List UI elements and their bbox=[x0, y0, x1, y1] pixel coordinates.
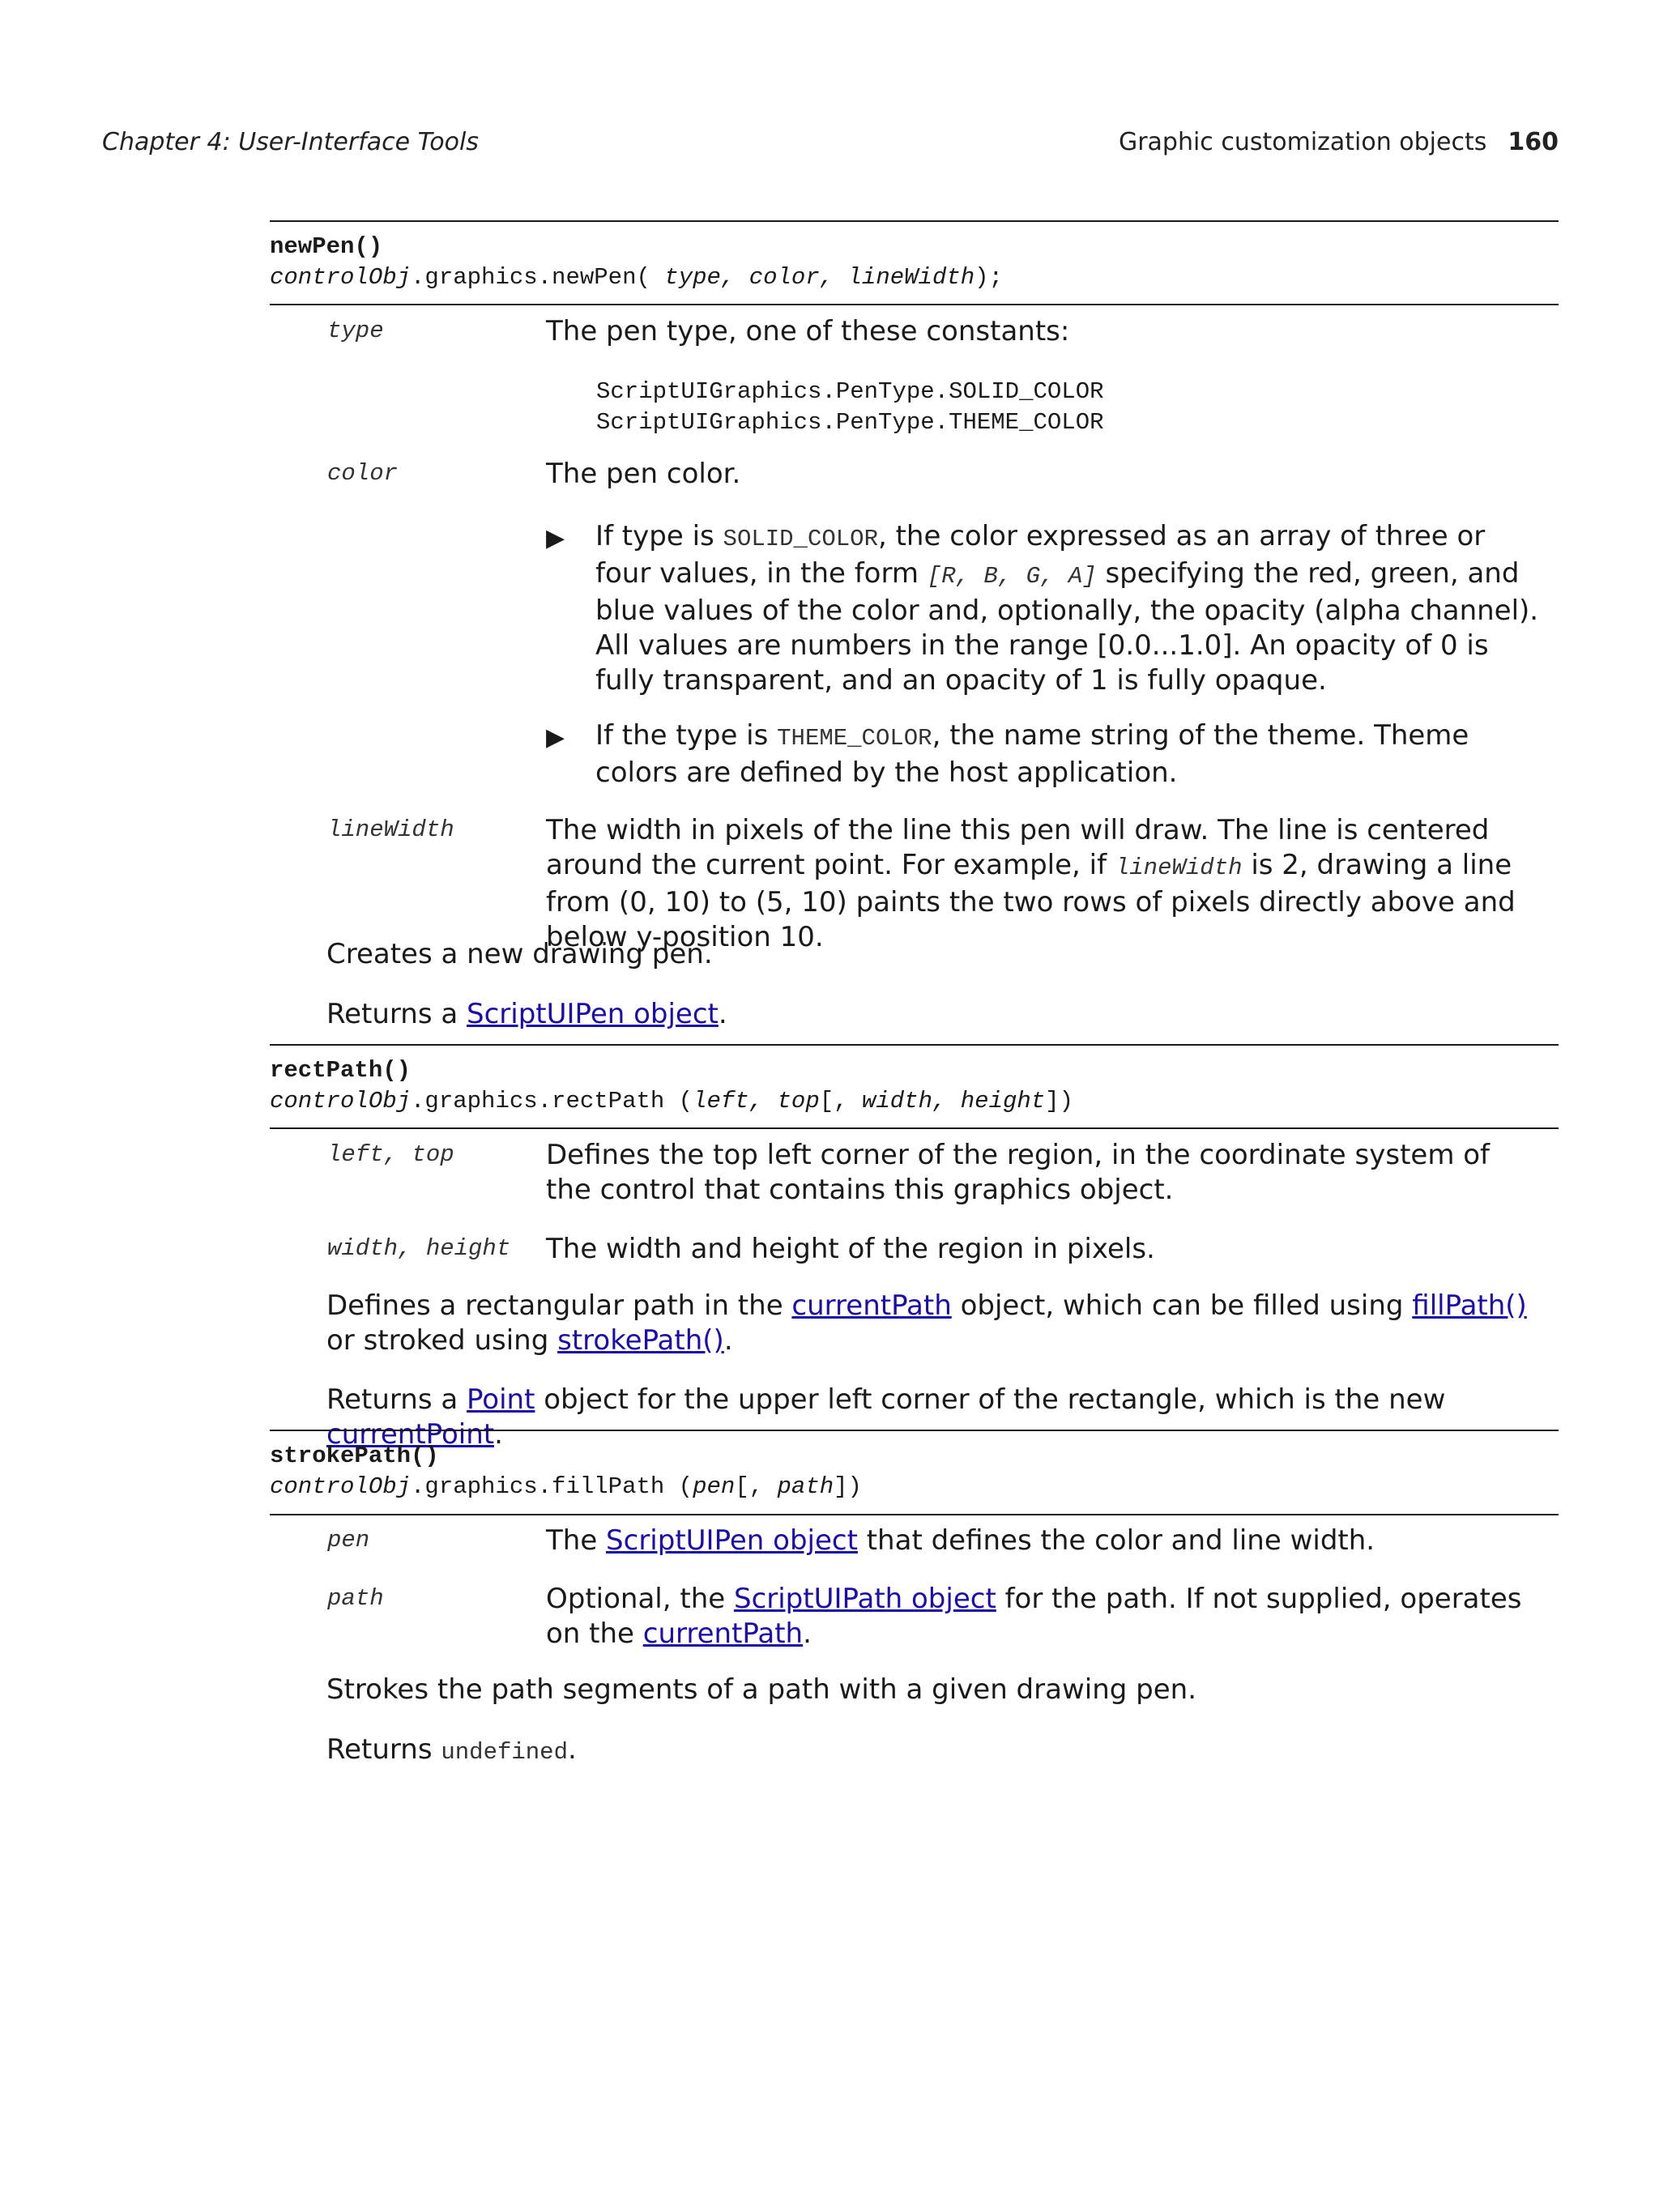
sig-args: width, height bbox=[861, 1088, 1046, 1115]
text: . bbox=[803, 1617, 812, 1650]
chapter-header bbox=[102, 128, 479, 156]
text: . bbox=[723, 1324, 733, 1357]
text: is 2, drawing a line from (0, 10) to (5, 10) paints the two rows of pixels directly above and below y-position 10. bbox=[546, 849, 1516, 953]
inline-code: lineWidth bbox=[1115, 855, 1243, 881]
text: . bbox=[568, 1733, 577, 1766]
sig-args: type, color, lineWidth bbox=[664, 264, 975, 291]
param-desc: The pen color. bbox=[546, 458, 741, 490]
bullet-text bbox=[595, 718, 1547, 791]
fillpath-link[interactable]: fillPath() bbox=[1412, 1289, 1527, 1322]
text: Returns a bbox=[326, 998, 467, 1030]
sig-args: pen bbox=[693, 1473, 736, 1500]
text: object for the upper left corner of the rectangle, which is the new bbox=[535, 1383, 1446, 1416]
strokepath-signature bbox=[270, 1441, 862, 1502]
sig-member: .graphics.fillPath ( bbox=[411, 1473, 693, 1500]
param-name: left, top bbox=[327, 1141, 454, 1168]
param-desc: Defines the top left corner of the region, in the coordinate system of the control that contains this graphics object. bbox=[546, 1139, 1491, 1206]
code-constant: ScriptUIGraphics.PenType.THEME_COLOR bbox=[596, 409, 1104, 436]
text: object, which can be filled using bbox=[951, 1289, 1413, 1322]
point-link[interactable]: Point bbox=[467, 1383, 535, 1416]
text: Returns bbox=[326, 1733, 441, 1766]
param-desc: The width and height of the region in pixels. bbox=[546, 1233, 1155, 1265]
code-constant: ScriptUIGraphics.PenType.SOLID_COLOR bbox=[596, 378, 1104, 405]
sig-member: .graphics.rectPath ( bbox=[411, 1088, 693, 1115]
text: . bbox=[494, 1418, 503, 1451]
text: , the color expressed as an array of three or four values, in the form bbox=[595, 520, 1486, 590]
method-summary: Creates a new drawing pen. bbox=[326, 938, 713, 970]
param-name: width, height bbox=[327, 1235, 511, 1262]
param-name: path bbox=[327, 1585, 384, 1612]
text: Returns a bbox=[326, 1383, 467, 1416]
param-desc bbox=[546, 1524, 1542, 1558]
section-rule-bottom bbox=[270, 304, 1559, 305]
section-rule-bottom bbox=[270, 1514, 1559, 1515]
inline-code: SOLID_COLOR bbox=[723, 526, 878, 552]
strokepath-link[interactable]: strokePath() bbox=[557, 1324, 724, 1357]
sig-end: ]) bbox=[834, 1473, 862, 1500]
section-header bbox=[1119, 128, 1559, 156]
bullet-arrow-icon: ▶ bbox=[546, 723, 565, 752]
newpen-signature bbox=[270, 232, 1003, 293]
text: that defines the color and line width. bbox=[857, 1524, 1375, 1557]
sig-object: controlObj bbox=[270, 1473, 412, 1500]
method-name: strokePath() bbox=[270, 1443, 439, 1469]
text: Optional, the bbox=[546, 1583, 734, 1615]
rectpath-signature bbox=[270, 1055, 1073, 1117]
sig-bracket: [, bbox=[735, 1473, 778, 1500]
method-summary bbox=[326, 1289, 1558, 1358]
text: for the path. If not supplied, operates on the bbox=[546, 1583, 1522, 1650]
method-summary: Strokes the path segments of a path with a given drawing pen. bbox=[326, 1673, 1197, 1706]
param-name: type bbox=[327, 318, 384, 344]
param-name: pen bbox=[327, 1527, 370, 1554]
inline-code: THEME_COLOR bbox=[777, 725, 932, 752]
method-returns bbox=[326, 1733, 1558, 1770]
section-rule-top bbox=[270, 220, 1559, 222]
sig-end: ); bbox=[975, 264, 1003, 291]
param-desc bbox=[546, 813, 1542, 955]
currentpoint-link[interactable]: currentPoint bbox=[326, 1418, 495, 1451]
bullet-text bbox=[595, 519, 1547, 698]
text: . bbox=[718, 998, 727, 1030]
section-title: Graphic customization objects bbox=[1118, 128, 1487, 156]
text: , the name string of the theme. Theme colors are defined by the host application. bbox=[595, 719, 1469, 789]
sig-object: controlObj bbox=[270, 264, 412, 291]
currentpath-link[interactable]: currentPath bbox=[791, 1289, 952, 1322]
inline-code: [R, B, G, A] bbox=[927, 563, 1097, 590]
scriptuipath-link[interactable]: ScriptUIPath object bbox=[733, 1583, 996, 1615]
text: or stroked using bbox=[326, 1324, 558, 1357]
scriptuipen-link[interactable]: ScriptUIPen object bbox=[467, 998, 719, 1030]
scriptuipen-link[interactable]: ScriptUIPen object bbox=[606, 1524, 858, 1557]
inline-code: undefined bbox=[441, 1739, 568, 1766]
text: If type is bbox=[595, 520, 723, 552]
currentpath-link[interactable]: currentPath bbox=[642, 1617, 804, 1650]
section-rule-top bbox=[270, 1044, 1559, 1046]
param-desc: The pen type, one of these constants: bbox=[546, 315, 1070, 347]
page-number: 160 bbox=[1508, 128, 1559, 156]
chapter-title: Chapter 4: User-Interface Tools bbox=[102, 128, 479, 156]
param-name: lineWidth bbox=[327, 816, 454, 843]
sig-args: left, top bbox=[693, 1088, 820, 1115]
text: Defines a rectangular path in the bbox=[326, 1289, 792, 1322]
text: If the type is bbox=[595, 719, 778, 752]
sig-member: .graphics.newPen( bbox=[411, 264, 665, 291]
sig-args: path bbox=[777, 1473, 834, 1500]
text: The width in pixels of the line this pen will draw. The line is centered around the current point. For example, if bbox=[546, 814, 1490, 881]
section-rule-top bbox=[270, 1430, 1559, 1431]
text: specifying the red, green, and blue values of the color and, optionally, the opacity (alpha channel). All values are numbers in the range [0.0...1.0]. An opacity of 0 is fully transparent, and an opacity of 1 is fully opaque. bbox=[595, 557, 1539, 697]
sig-end: ]) bbox=[1045, 1088, 1074, 1115]
bullet-arrow-icon: ▶ bbox=[546, 524, 565, 552]
param-desc bbox=[546, 1582, 1542, 1652]
sig-bracket: [, bbox=[819, 1088, 862, 1115]
method-name: rectPath() bbox=[270, 1057, 412, 1084]
param-name: color bbox=[327, 460, 399, 487]
method-name: newPen() bbox=[270, 233, 383, 260]
method-returns bbox=[326, 997, 1558, 1032]
section-rule-bottom bbox=[270, 1127, 1559, 1129]
sig-object: controlObj bbox=[270, 1088, 412, 1115]
text: The bbox=[546, 1524, 607, 1557]
